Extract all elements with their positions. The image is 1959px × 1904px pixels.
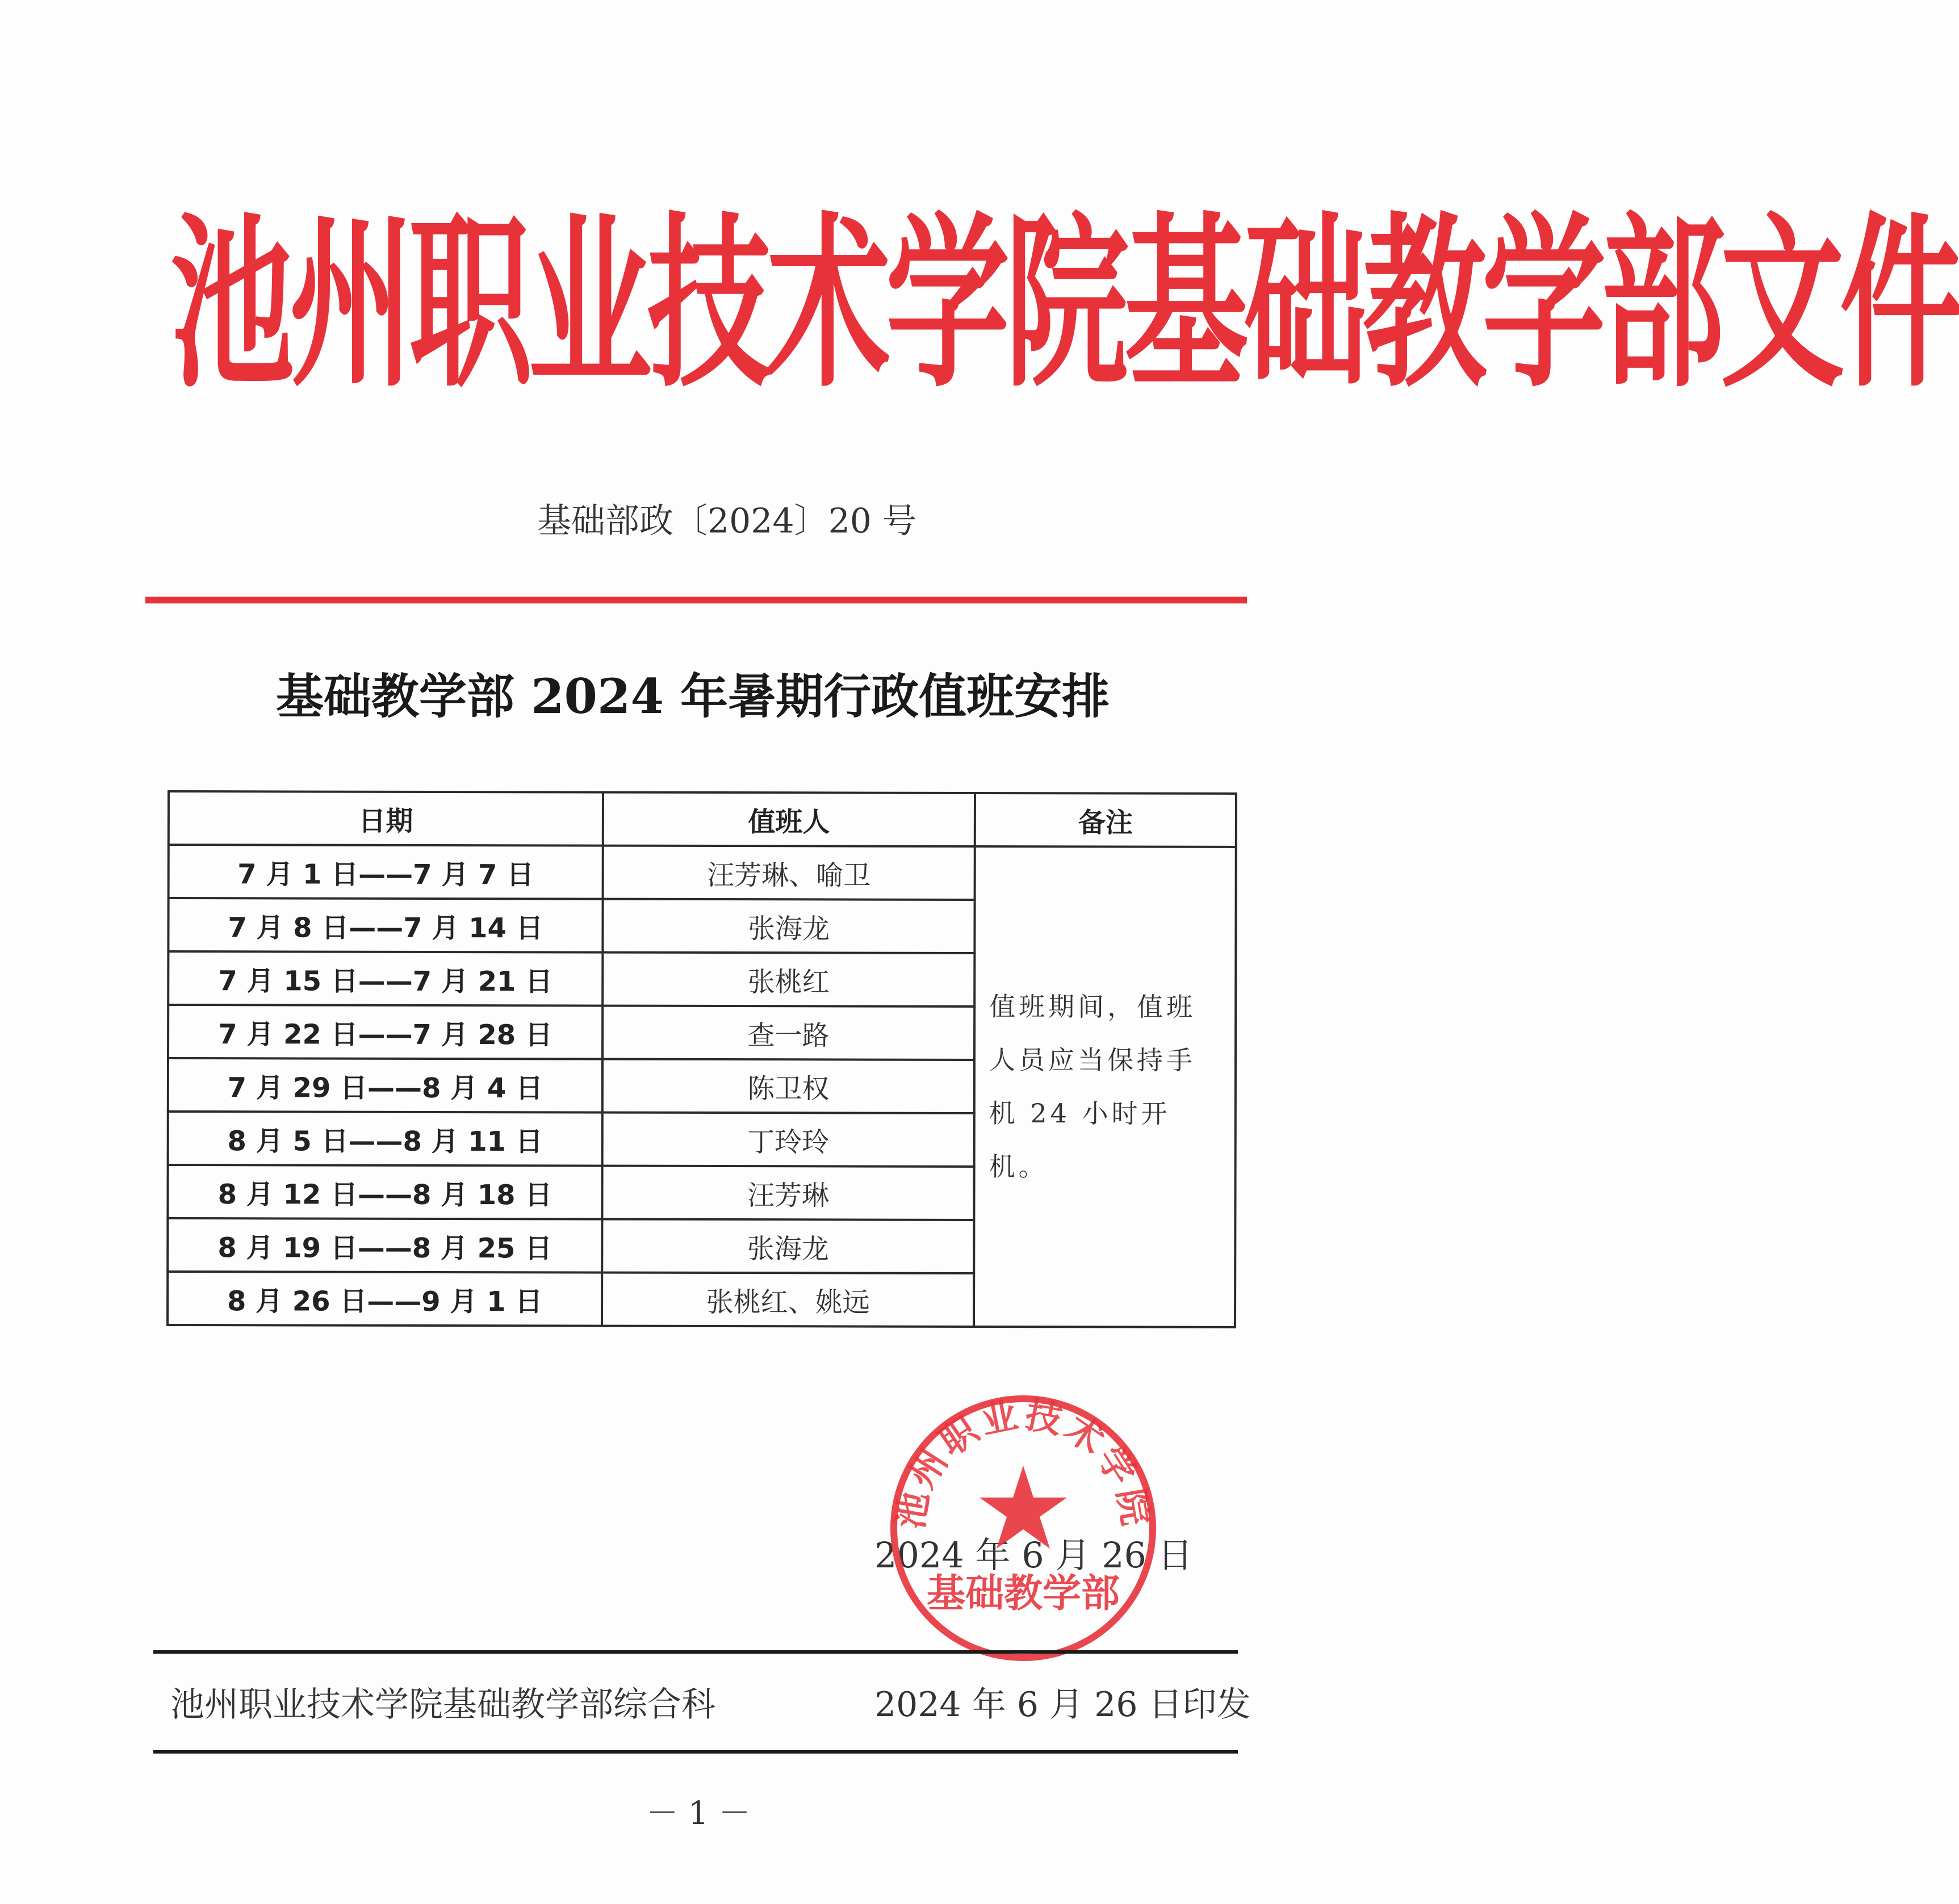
person-cell: 丁玲玲 [602, 1113, 974, 1167]
date-cell: 8 月 26 日——9 月 1 日 [168, 1272, 602, 1326]
person-cell: 汪芳琳、喻卫 [603, 846, 975, 900]
person-cell: 张海龙 [602, 1219, 974, 1273]
column-header-person: 值班人 [603, 792, 975, 846]
person-cell: 张桃红 [602, 953, 974, 1006]
table-row [169, 845, 1236, 900]
document-number: 基础部政〔2024〕20 号 [537, 501, 917, 541]
date-cell: 8 月 12 日——8 月 18 日 [168, 1165, 602, 1219]
person-cell: 张桃红、姚远 [602, 1273, 974, 1327]
person-cell: 陈卫权 [602, 1059, 974, 1113]
table-header-row [169, 791, 1236, 847]
person-cell: 张海龙 [602, 899, 974, 953]
signature-date: 2024 年 6 月 26 日 [874, 1534, 1193, 1576]
date-cell: 7 月 29 日——8 月 4 日 [168, 1058, 602, 1113]
column-header-remark: 备注 [975, 793, 1236, 847]
footer-bottom-rule [153, 1750, 1238, 1754]
date-cell: 7 月 15 日——7 月 21 日 [168, 951, 602, 1006]
date-cell: 7 月 8 日——7 月 14 日 [168, 898, 602, 953]
duty-schedule-table [166, 790, 1237, 1328]
date-cell: 7 月 1 日——7 月 7 日 [169, 845, 603, 899]
document-title: 基础教学部 2024 年暑期行政值班安排 [275, 668, 1110, 724]
person-cell: 查一路 [602, 1006, 974, 1060]
svg-text:池州职业技术学院: 池州职业技术学院 [889, 1393, 1158, 1532]
column-header-date: 日期 [169, 791, 603, 846]
footer-top-rule [153, 1650, 1238, 1654]
date-cell: 8 月 5 日——8 月 11 日 [168, 1112, 602, 1166]
svg-text:基础教学部: 基础教学部 [926, 1571, 1120, 1616]
date-cell: 7 月 22 日——7 月 28 日 [168, 1005, 602, 1059]
page-number: － 1 － [646, 1795, 751, 1832]
footer-issuer: 池州职业技术学院基础教学部综合科 [170, 1685, 715, 1725]
date-cell: 8 月 19 日——8 月 25 日 [168, 1218, 602, 1273]
footer-print-date: 2024 年 6 月 26 日印发 [874, 1685, 1251, 1725]
person-cell: 汪芳琳 [602, 1166, 974, 1220]
masthead-title: 池州职业技术学院基础教学部文件 [170, 195, 1959, 413]
red-divider-line [145, 597, 1247, 603]
star-icon [979, 1466, 1067, 1549]
remark-cell: 值班期间，值班人员应当保持手机 24 小时开机。 [974, 846, 1236, 1327]
official-seal-stamp [881, 1386, 1165, 1670]
